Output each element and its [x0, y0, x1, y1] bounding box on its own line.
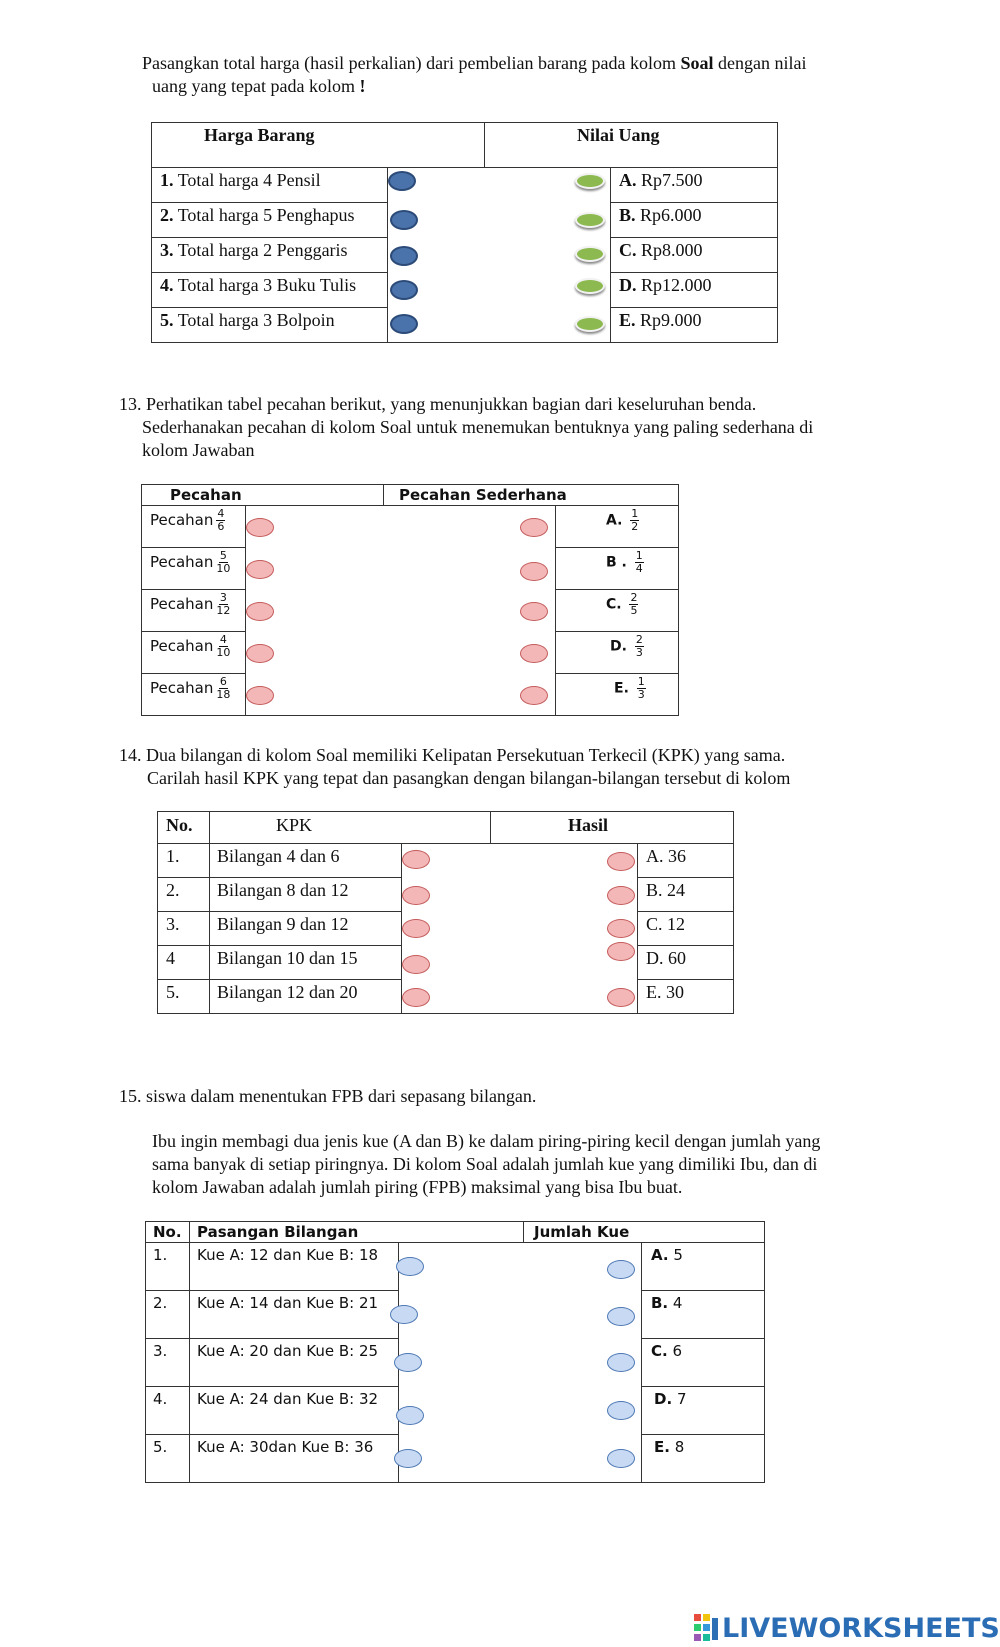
q14-row2-label: Bilangan 8 dan 12 — [217, 880, 349, 900]
q15-row3-no-cell — [145, 1338, 190, 1387]
q13-left-connector-4[interactable] — [246, 644, 274, 663]
q14-row2-no-cell — [157, 877, 210, 912]
q15-row2-label: Kue A: 14 dan Kue B: 21 — [197, 1294, 379, 1312]
q13-left-connector-5[interactable] — [246, 686, 274, 705]
q13-right-connector-c[interactable] — [520, 602, 548, 621]
q14-row5-no: 5. — [166, 982, 180, 1002]
q14-header-kpk-cell — [209, 811, 491, 844]
q12-row2-label: 2. Total harga 5 Penghapus — [160, 205, 355, 225]
q14-left-connector-4[interactable] — [402, 955, 430, 974]
q14-left-connector-2[interactable] — [402, 886, 430, 905]
q13-opt-a: A. $\frac{1}{2}$ — [606, 507, 639, 533]
liveworksheets-logo-icon — [694, 1614, 720, 1642]
q15-opt-a: A. 5 — [651, 1246, 683, 1264]
q15-opt-e: E. 8 — [654, 1438, 685, 1456]
q12-left-connector-3[interactable] — [390, 246, 418, 266]
q12-row1-label: 1. Total harga 4 Pensil — [160, 170, 321, 190]
q12-right-connector-c[interactable] — [575, 246, 605, 262]
q15-match-area — [398, 1242, 642, 1483]
q13-row1-label: Pecahan $\frac{4}{6}$ — [150, 507, 225, 533]
q12-row4-label: 4. Total harga 3 Buku Tulis — [160, 275, 357, 295]
q13-intro-line3: kolom Jawaban — [142, 440, 255, 460]
q14-header-hasil: Hasil — [568, 815, 609, 835]
q13-opt-d: D. $\frac{2}{3}$ — [610, 633, 643, 659]
q13-row2-label: Pecahan $\frac{5}{10}$ — [150, 549, 231, 575]
q12-header-left-cell — [151, 122, 485, 168]
q15-right-connector-b[interactable] — [607, 1307, 635, 1326]
q13-left-connector-3[interactable] — [246, 602, 274, 621]
q14-intro-line1: 14. Dua bilangan di kolom Soal memiliki Kelipatan Persekutuan Terkecil (KPK) yang sama. — [119, 745, 786, 765]
q14-opt-d: D. 60 — [646, 948, 686, 968]
q14-opt-c: C. 12 — [646, 914, 686, 934]
q15-row5-no-cell — [145, 1434, 190, 1483]
q15-header-pair: Pasangan Bilangan — [197, 1223, 359, 1241]
q13-right-connector-a[interactable] — [520, 518, 548, 537]
q14-left-connector-3[interactable] — [402, 919, 430, 938]
q14-right-connector-b[interactable] — [607, 886, 635, 905]
q15-row1-no: 1. — [153, 1246, 168, 1264]
q15-row3-label: Kue A: 20 dan Kue B: 25 — [197, 1342, 379, 1360]
q14-right-connector-e[interactable] — [607, 988, 635, 1007]
q13-header-right: Pecahan Sederhana — [399, 486, 567, 504]
q15-opt-d: D. 7 — [654, 1390, 687, 1408]
q12-opt-a: A. Rp7.500 — [619, 170, 703, 190]
q13-opt-e: E. $\frac{1}{3}$ — [614, 675, 645, 701]
q15-para-line3: kolom Jawaban adalah jumlah piring (FPB) maksimal yang bisa Ibu buat. — [152, 1177, 683, 1197]
q13-right-connector-b[interactable] — [520, 562, 548, 581]
q15-row3-no: 3. — [153, 1342, 168, 1360]
q15-right-connector-c[interactable] — [607, 1353, 635, 1372]
q15-header-right: Jumlah Kue — [534, 1223, 630, 1241]
q15-left-connector-1[interactable] — [396, 1257, 424, 1276]
q12-right-connector-d[interactable] — [575, 278, 605, 294]
q15-row1-no-cell — [145, 1242, 190, 1291]
q13-header-left: Pecahan — [170, 486, 242, 504]
q12-left-connector-4[interactable] — [390, 280, 418, 300]
q14-right-connector-d[interactable] — [607, 942, 635, 961]
q12-opt-e: E. Rp9.000 — [619, 310, 702, 330]
q15-right-connector-d[interactable] — [607, 1401, 635, 1420]
q14-row5-no-cell — [157, 979, 210, 1014]
liveworksheets-logo-text: LIVEWORKSHEETS — [722, 1612, 1000, 1644]
q12-left-connector-5[interactable] — [390, 314, 418, 334]
q15-row4-no: 4. — [153, 1390, 168, 1408]
q15-row5-no: 5. — [153, 1438, 168, 1456]
q15-row2-no-cell — [145, 1290, 190, 1339]
q14-match-area — [401, 843, 638, 1014]
q12-row5-label: 5. Total harga 3 Bolpoin — [160, 310, 335, 330]
q13-match-area — [245, 505, 556, 716]
q14-row3-no: 3. — [166, 914, 180, 934]
q12-left-connector-2[interactable] — [390, 210, 418, 230]
q13-opt-c: C. $\frac{2}{5}$ — [606, 591, 638, 617]
q13-right-connector-e[interactable] — [520, 686, 548, 705]
q13-intro-line2: Sederhanakan pecahan di kolom Soal untuk menemukan bentuknya yang paling sederhana di — [142, 417, 814, 437]
q14-header-hasil-cell — [490, 811, 734, 844]
q15-row2-no: 2. — [153, 1294, 168, 1312]
q14-left-connector-1[interactable] — [402, 850, 430, 869]
q14-opt-a: A. 36 — [646, 846, 686, 866]
q14-opt-e: E. 30 — [646, 982, 684, 1002]
q12-header-right: Nilai Uang — [577, 125, 660, 145]
q14-row1-no-cell — [157, 843, 210, 878]
q14-intro-line2: Carilah hasil KPK yang tepat dan pasangkan dengan bilangan-bilangan tersebut di kolom — [147, 768, 791, 788]
q12-intro-line1: Pasangkan total harga (hasil perkalian) dari pembelian barang pada kolom Soal dengan nilai — [142, 53, 807, 73]
q12-header-left: Harga Barang — [204, 125, 315, 145]
q14-row5-label: Bilangan 12 dan 20 — [217, 982, 358, 1002]
q15-right-connector-e[interactable] — [607, 1449, 635, 1468]
q15-right-connector-a[interactable] — [607, 1260, 635, 1279]
q12-right-connector-a[interactable] — [575, 173, 605, 189]
q14-row4-no-cell — [157, 945, 210, 980]
q15-row5-label: Kue A: 30dan Kue B: 36 — [197, 1438, 374, 1456]
q13-left-connector-1[interactable] — [246, 518, 274, 537]
q15-header-no: No. — [153, 1223, 182, 1241]
q14-row3-label: Bilangan 9 dan 12 — [217, 914, 349, 934]
q14-right-connector-a[interactable] — [607, 852, 635, 871]
q13-opt-b: B . $\frac{1}{4}$ — [606, 549, 643, 575]
q15-left-connector-4[interactable] — [396, 1406, 424, 1425]
q15-opt-b: B. 4 — [651, 1294, 683, 1312]
q15-row4-no-cell — [145, 1386, 190, 1435]
q14-left-connector-5[interactable] — [402, 988, 430, 1007]
q14-row4-no: 4 — [166, 948, 175, 968]
q14-right-connector-c[interactable] — [607, 919, 635, 938]
q12-opt-c: C. Rp8.000 — [619, 240, 703, 260]
liveworksheets-logo — [694, 1612, 1000, 1644]
q12-row3-label: 3. Total harga 2 Penggaris — [160, 240, 348, 260]
q12-opt-b: B. Rp6.000 — [619, 205, 702, 225]
q15-left-connector-3[interactable] — [394, 1353, 422, 1372]
q13-row4-label: Pecahan $\frac{4}{10}$ — [150, 633, 231, 659]
q15-opt-c: C. 6 — [651, 1342, 683, 1360]
q13-row3-label: Pecahan $\frac{3}{12}$ — [150, 591, 231, 617]
q12-opt-d: D. Rp12.000 — [619, 275, 712, 295]
q15-left-connector-2[interactable] — [390, 1305, 418, 1324]
q14-row4-label: Bilangan 10 dan 15 — [217, 948, 358, 968]
q13-intro-line1: 13. Perhatikan tabel pecahan berikut, yang menunjukkan bagian dari keseluruhan benda. — [119, 394, 757, 414]
q14-opt-b: B. 24 — [646, 880, 686, 900]
q13-left-connector-2[interactable] — [246, 560, 274, 579]
q12-intro-line2: uang yang tepat pada kolom ! — [152, 76, 366, 96]
q15-row4-label: Kue A: 24 dan Kue B: 32 — [197, 1390, 379, 1408]
q14-row3-no-cell — [157, 911, 210, 946]
q13-row5-label: Pecahan $\frac{6}{18}$ — [150, 675, 231, 701]
q15-para-line1: Ibu ingin membagi dua jenis kue (A dan B) ke dalam piring-piring kecil dengan jumlah yang — [152, 1131, 821, 1151]
q15-intro-line1: 15. siswa dalam menentukan FPB dari sepasang bilangan. — [119, 1086, 537, 1106]
q14-row2-no: 2. — [166, 880, 180, 900]
q12-right-connector-e[interactable] — [575, 316, 605, 332]
q14-row1-no: 1. — [166, 846, 180, 866]
q15-row1-label: Kue A: 12 dan Kue B: 18 — [197, 1246, 379, 1264]
q14-row1-label: Bilangan 4 dan 6 — [217, 846, 340, 866]
q15-left-connector-5[interactable] — [394, 1449, 422, 1468]
q14-header-no: No. — [166, 815, 193, 835]
q15-para-line2: sama banyak di setiap piringnya. Di kolom Soal adalah jumlah kue yang dimiliki Ibu, dan di — [152, 1154, 818, 1174]
q13-right-connector-d[interactable] — [520, 644, 548, 663]
q12-left-connector-1[interactable] — [388, 171, 416, 191]
q14-header-kpk: KPK — [276, 815, 313, 835]
q12-right-connector-b[interactable] — [575, 212, 605, 228]
